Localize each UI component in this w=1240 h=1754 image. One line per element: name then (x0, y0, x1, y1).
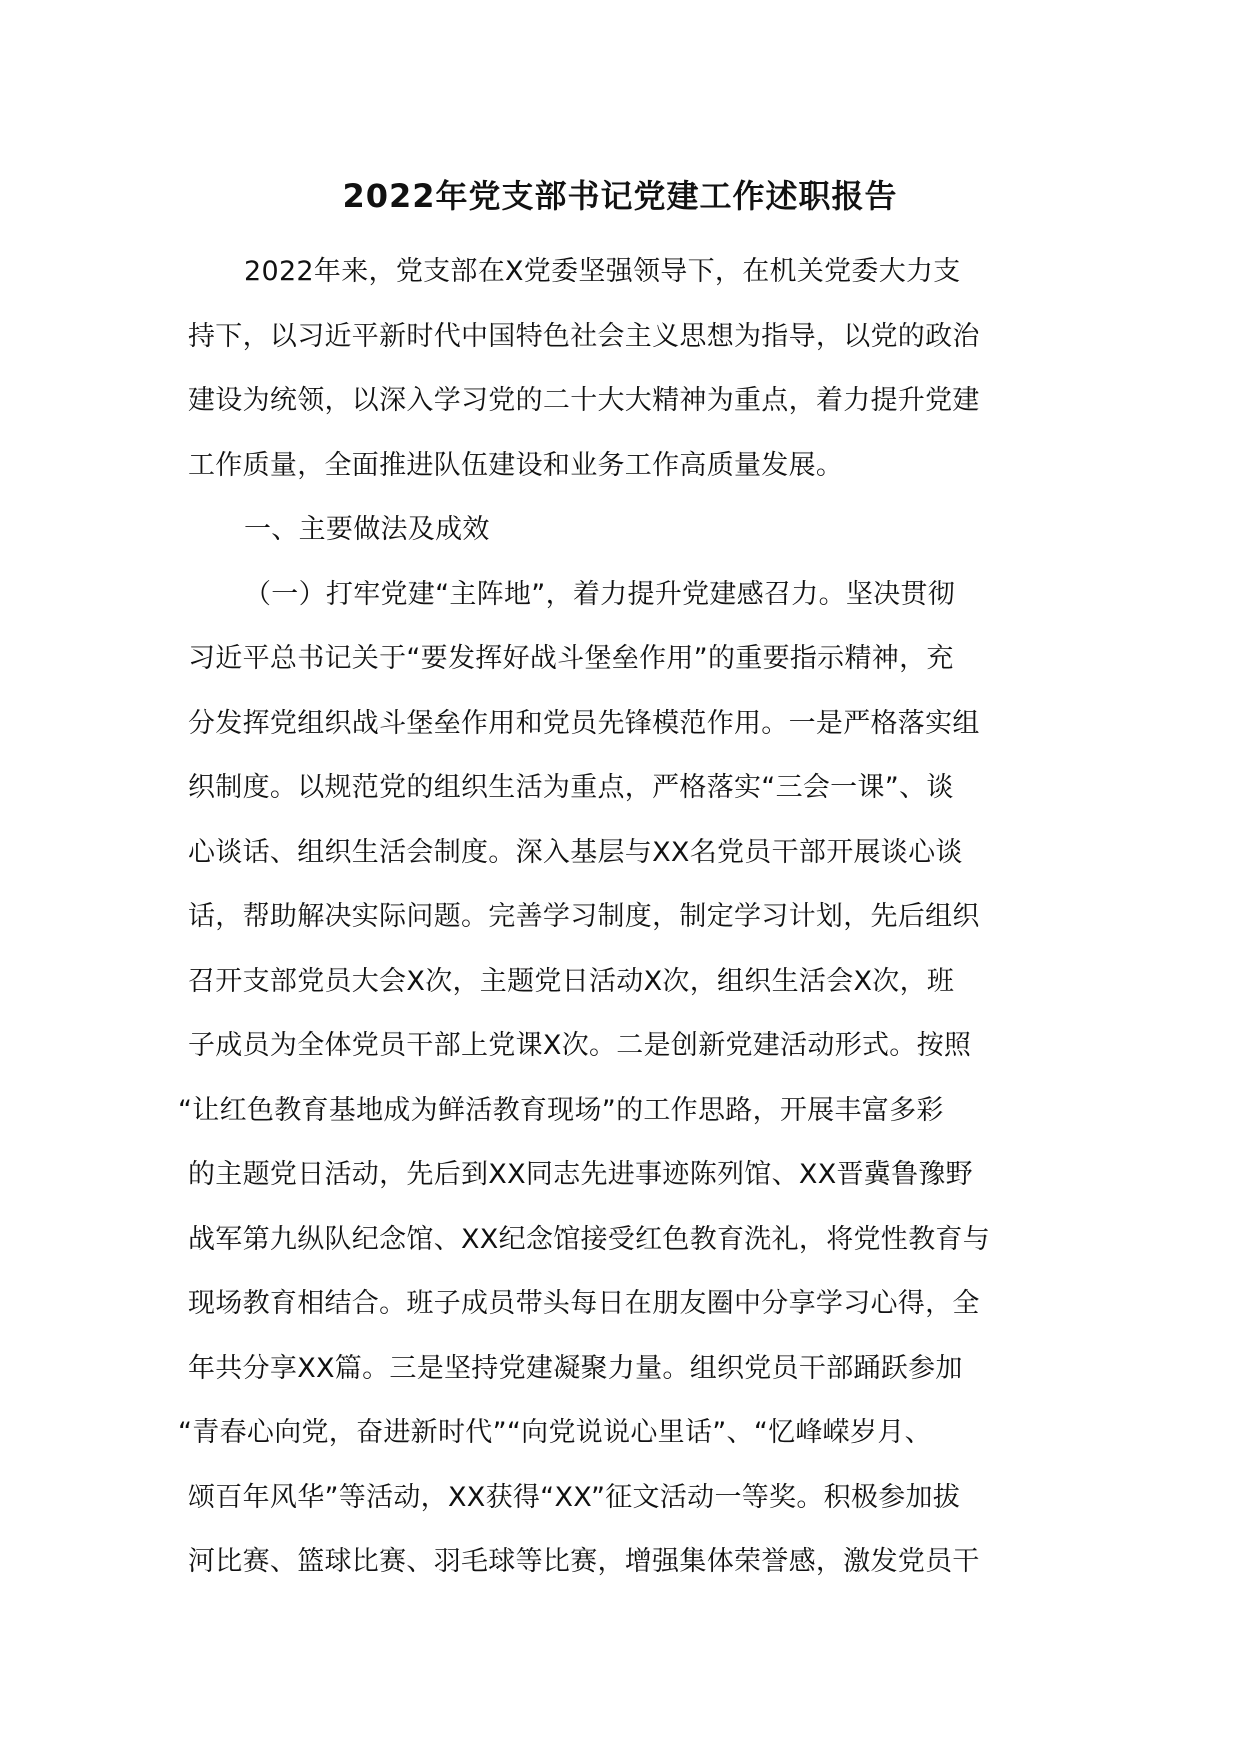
paragraph-line: 现场教育相结合。班子成员带头每日在朋友圈中分享学习心得，全 (188, 1288, 980, 1319)
paragraph-line: 召开支部党员大会X次，主题党日活动X次，组织生活会X次，班 (188, 965, 955, 997)
paragraph-line: 工作质量，全面推进队伍建设和业务工作高质量发展。 (188, 449, 844, 481)
paragraph-line: “青春心向党，奋进新时代”“向党说说心里话”、“忆峰嵘岁月、 (178, 1417, 932, 1448)
paragraph-line: （一）打牢党建“主阵地”，着力提升党建感召力。坚决贯彻 (244, 578, 956, 610)
paragraph-line: 子成员为全体党员干部上党课X次。二是创新党建活动形式。按照 (188, 1030, 972, 1061)
paragraph-line: 织制度。以规范党的组织生活为重点，严格落实“三会一课”、谈 (188, 772, 954, 803)
paragraph-line: “让红色教育基地成为鲜活教育现场”的工作思路，开展丰富多彩 (178, 1094, 944, 1126)
paragraph-line: 河比赛、篮球比赛、羽毛球等比赛，增强集体荣誉感，激发党员干 (188, 1546, 980, 1577)
paragraph-line: 习近平总书记关于“要发挥好战斗堡垒作用”的重要指示精神，充 (188, 643, 954, 674)
paragraph-line: 分发挥党组织战斗堡垒作用和党员先锋模范作用。一是严格落实组 (188, 707, 980, 739)
section-heading: 一、主要做法及成效 (244, 514, 490, 545)
paragraph-line: 的主题党日活动，先后到XX同志先进事迹陈列馆、XX晋冀鲁豫野 (188, 1159, 973, 1190)
paragraph-line: 战军第九纵队纪念馆、XX纪念馆接受红色教育洗礼，将党性教育与 (188, 1223, 990, 1255)
paragraph-line: 2022年来，党支部在X党委坚强领导下，在机关党委大力支 (244, 256, 961, 287)
paragraph-line: 话，帮助解决实际问题。完善学习制度，制定学习计划，先后组织 (188, 901, 980, 932)
paragraph-line: 持下，以习近平新时代中国特色社会主义思想为指导，以党的政治 (188, 320, 980, 352)
document-body (178, 240, 1088, 1595)
paragraph-line: 心谈话、组织生活会制度。深入基层与XX名党员干部开展谈心谈 (188, 836, 963, 868)
paragraph-line: 建设为统领，以深入学习党的二十大大精神为重点，着力提升党建 (188, 385, 980, 416)
document-title: 2022年党支部书记党建工作述职报告 (342, 177, 898, 215)
paragraph-line: 年共分享XX篇。三是坚持党建凝聚力量。组织党员干部踊跃参加 (188, 1352, 963, 1384)
paragraph-line: 颂百年风华”等活动，XX获得“XX”征文活动一等奖。积极参加拔 (188, 1481, 961, 1513)
